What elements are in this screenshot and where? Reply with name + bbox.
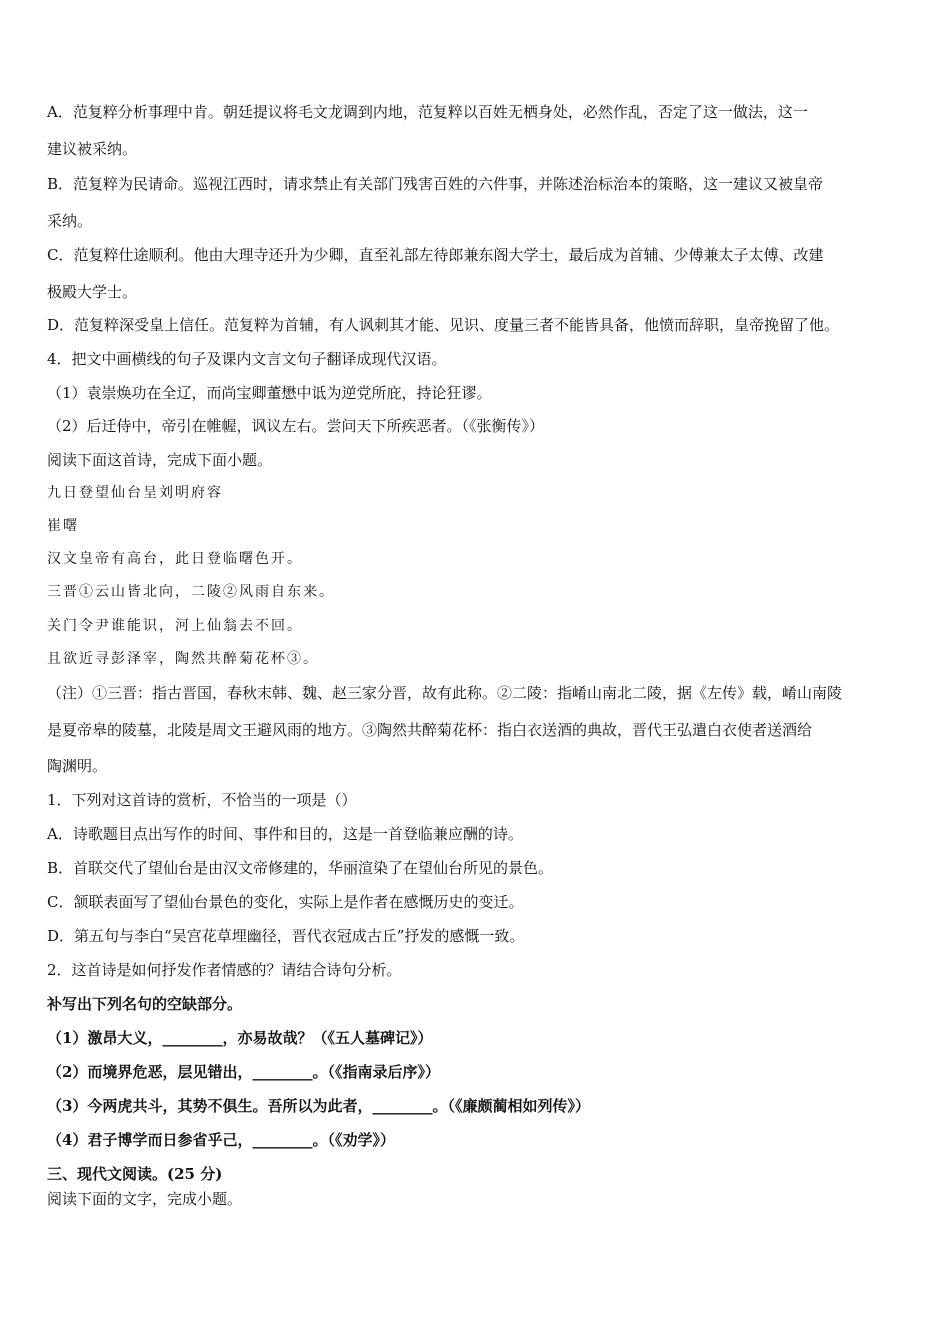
sub-question-1-option-c: C．颔联表面写了望仙台景色的变化，实际上是作者在感慨历史的变迁。: [47, 893, 524, 911]
poem-line-2: 三晋①云山皆北向，二陵②风雨自东来。: [47, 584, 335, 600]
section-3-instruction: 阅读下面的文字，完成小题。: [47, 1190, 243, 1208]
poem-note-line-1: （注）①三晋：指古晋国，春秋末韩、魏、赵三家分晋，故有此称。②二陵：指崤山南北二陵，据《左传》载，崤山南陵: [47, 684, 843, 702]
poem-author: 崔曙: [47, 518, 79, 534]
option-c-line-1: C．范复粹仕途顺利。他由大理寺还升为少卿，直至礼部左待郎兼东阁大学士，最后成为首辅、少傅兼太子太傅、改建: [47, 246, 824, 264]
poem-note-line-3: 陶渊明。: [47, 757, 108, 775]
fill-blank-heading: 补写出下列名句的空缺部分。: [47, 995, 243, 1013]
option-d-line: D．范复粹深受皇上信任。范复粹为首辅，有人讽刺其才能、见识、度量三者不能皆具备，他愤而辞职，皇帝挽留了他。: [47, 316, 840, 334]
sub-question-1-option-a: A．诗歌题目点出写作的时间、事件和目的，这是一首登临兼应酬的诗。: [47, 825, 523, 843]
sub-question-1-option-b: B．首联交代了望仙台是由汉文帝修建的，华丽渲染了在望仙台所见的景色。: [47, 859, 554, 877]
poem-note-line-2: 是夏帝皋的陵墓，北陵是周文王避风雨的地方。③陶然共醉菊花杯：指白衣送酒的典故，晋代王弘遣白衣使者送酒给: [47, 721, 813, 739]
option-a-line-1: A．范复粹分析事理中肯。朝廷提议将毛文龙调到内地，范复粹以百姓无栖身处，必然作乱，否定了这一做法，这一: [47, 103, 808, 121]
fill-blank-item-2: （2）而境界危恶，层见错出，________。（《指南录后序》）: [47, 1063, 440, 1081]
poem-line-1: 汉文皇帝有高台，此日登临曙色开。: [47, 551, 303, 567]
poem-line-3: 关门令尹谁能识，河上仙翁去不回。: [47, 618, 303, 634]
poem-instruction: 阅读下面这首诗，完成下面小题。: [47, 451, 273, 469]
option-b-line-2: 采纳。: [47, 212, 93, 230]
poem-title: 九日登望仙台呈刘明府容: [47, 485, 223, 501]
question-4-item-2: （2）后迁侍中，帝引在帷幄，讽议左右。尝问天下所疾恶者。（《张衡传》）: [47, 417, 545, 435]
fill-blank-item-4: （4）君子博学而日参省乎己，________。（《劝学》）: [47, 1131, 395, 1149]
section-3-heading: 三、现代文阅读。(25 分): [47, 1165, 223, 1183]
fill-blank-item-1: （1）激昂大义，________，亦易故哉？（《五人墓碑记》）: [47, 1029, 433, 1047]
option-b-line-1: B．范复粹为民请命。巡视江西时，请求禁止有关部门残害百姓的六件事，并陈述治标治本的策略，这一建议又被皇帝: [47, 175, 824, 193]
poem-line-4: 且欲近寻彭泽宰，陶然共醉菊花杯③。: [47, 651, 319, 667]
fill-blank-item-3: （3）今两虎共斗，其势不俱生。吾所以为此者，________。（《廉颇蔺相如列传》）: [47, 1097, 590, 1115]
sub-question-1: 1．下列对这首诗的赏析，不恰当的一项是（）: [47, 791, 357, 809]
sub-question-1-option-d: D．第五句与李白“吴宫花草埋幽径，晋代衣冠成古丘”抒发的感慨一致。: [47, 927, 525, 945]
option-a-line-2: 建议被采纳。: [47, 140, 138, 158]
option-c-line-2: 极殿大学士。: [47, 283, 138, 301]
sub-question-2: 2．这首诗是如何抒发作者情感的？请结合诗句分析。: [47, 961, 402, 979]
question-4-item-1: （1）袁崇焕功在全辽，而尚宝卿董懋中诋为逆党所庇，持论狂谬。: [47, 384, 492, 402]
question-4: 4．把文中画横线的句子及课内文言文句子翻译成现代汉语。: [47, 350, 447, 368]
